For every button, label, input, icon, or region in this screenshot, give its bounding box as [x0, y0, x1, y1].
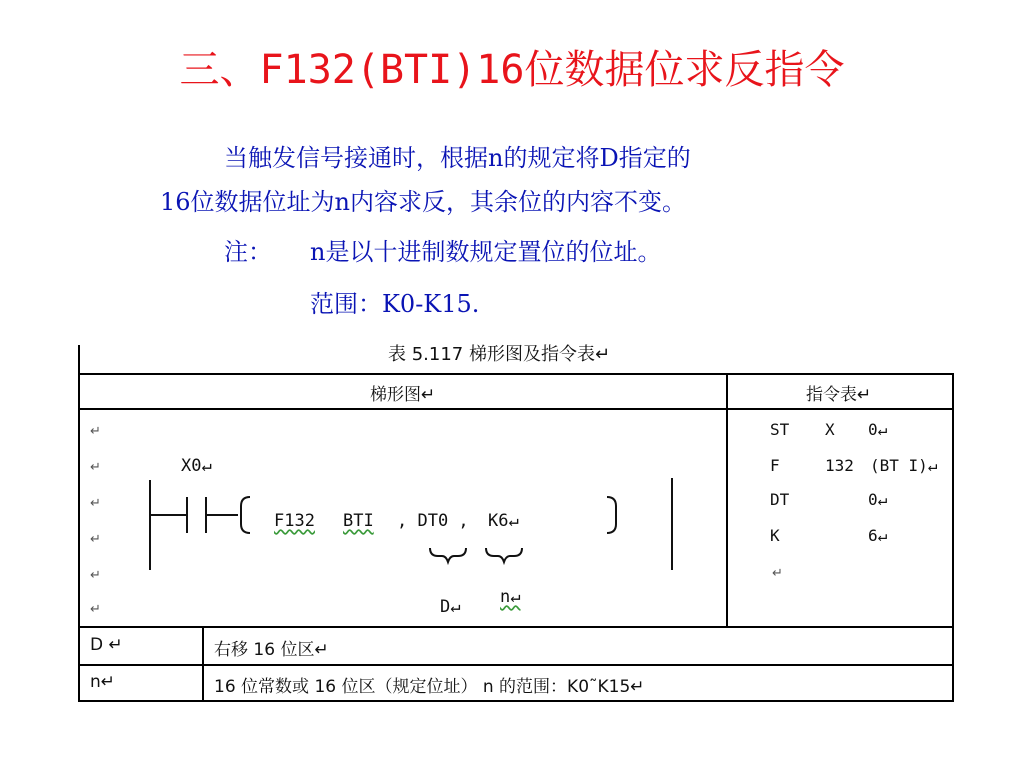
instr-op: DT	[770, 490, 790, 509]
note-label: 注：	[224, 238, 272, 266]
header-instructions: 指令表↵	[806, 385, 872, 405]
description-line-2: 16位数据位址为n内容求反，其余位的内容不变。	[160, 188, 686, 216]
function-mnemonic: BTI	[343, 511, 374, 531]
row-mark: ↵	[90, 424, 101, 439]
instr-arg-b: 0↵	[868, 490, 888, 509]
instr-arg-b: 6↵	[868, 526, 888, 545]
row-key-n: n↵	[90, 672, 116, 692]
note-text: n是以十进制数规定置位的位址。	[310, 238, 662, 266]
function-code: F132	[274, 511, 315, 531]
row-desc-n: 16 位常数或 16 位区（规定位址） n 的范围：K0˜K15↵	[214, 677, 645, 697]
instruction-bracket-left	[241, 497, 250, 533]
brace-n	[486, 548, 522, 562]
row-mark: ↵	[90, 496, 101, 511]
row-mark: ↵	[90, 568, 101, 583]
description-line-1: 当触发信号接通时，根据n的规定将D指定的	[224, 144, 691, 172]
label-n: n↵	[500, 587, 521, 607]
instr-op: F	[770, 456, 780, 475]
header-ladder: 梯形图↵	[370, 385, 436, 405]
row-mark: ↵	[90, 532, 101, 547]
operand-dt: , DT0 ,	[397, 511, 469, 531]
instr-arg-a: 132	[825, 456, 854, 475]
contact-label-x0: X0↵	[181, 456, 212, 476]
row-key-d: D ↵	[90, 635, 123, 655]
instr-arg-b: (BT I)↵	[870, 456, 938, 475]
operand-k: K6↵	[488, 511, 519, 531]
instr-empty-mark: ↵	[772, 566, 783, 581]
instr-arg-a: X	[825, 420, 835, 439]
instr-op: K	[770, 526, 780, 545]
row-mark: ↵	[90, 460, 101, 475]
range-line: 范围：K0-K15.	[310, 290, 480, 318]
row-desc-d: 右移 16 位区↵	[214, 640, 329, 660]
instruction-bracket-right	[607, 497, 616, 533]
instr-op: ST	[770, 420, 790, 439]
page-title: 三、F132(BTI)16位数据位求反指令	[179, 47, 845, 93]
row-mark: ↵	[90, 602, 101, 617]
brace-d	[430, 548, 466, 562]
instr-arg-b: 0↵	[868, 420, 888, 439]
label-d: D↵	[440, 597, 461, 617]
table-caption: 表 5.117 梯形图及指令表↵	[388, 344, 611, 365]
